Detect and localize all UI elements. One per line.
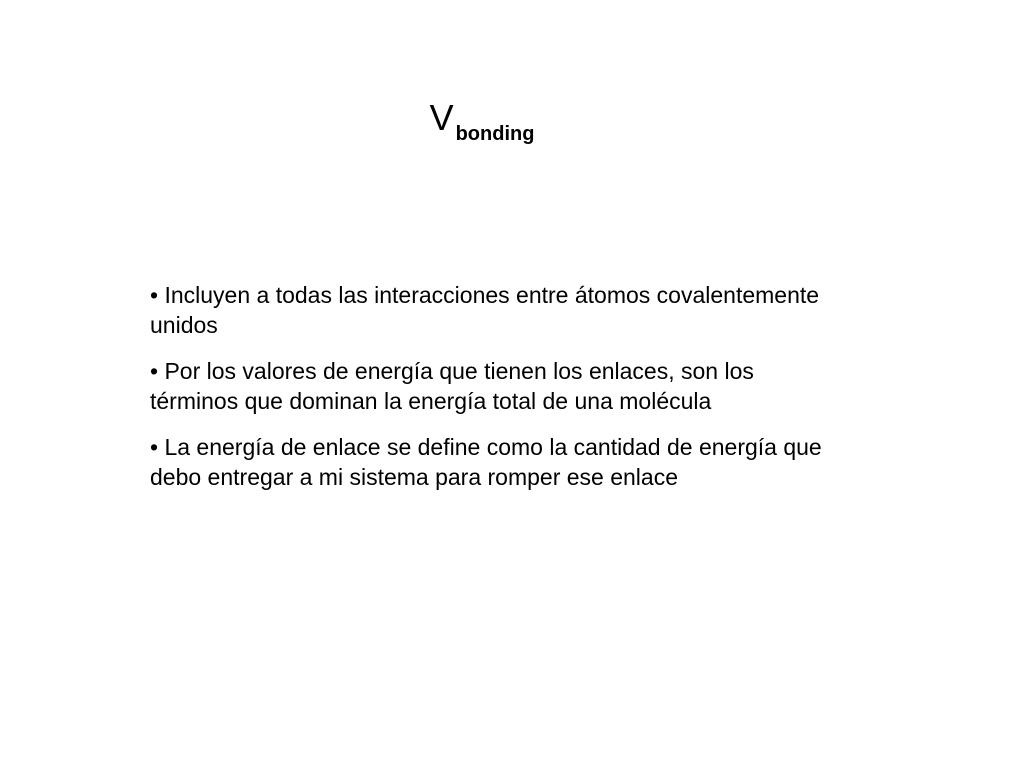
bullet-item: [150, 357, 840, 416]
slide-title: [0, 96, 1024, 156]
slide-title-main: V: [429, 97, 454, 138]
bullet-symbol: •: [150, 434, 159, 460]
bullet-symbol: •: [150, 282, 159, 308]
bullet-text: Incluyen a todas las interacciones entre átomos covalentemente unidos: [150, 282, 820, 338]
bullet-text: Por los valores de energía que tienen los enlaces, son los términos que dominan la energía total de una molécula: [150, 358, 754, 414]
bullet-list: [150, 281, 840, 509]
bullet-item: [150, 281, 840, 340]
slide-title-subscript: bonding: [455, 123, 535, 145]
bullet-item: [150, 433, 840, 492]
bullet-symbol: •: [150, 358, 159, 384]
bullet-text: La energía de enlace se define como la cantidad de energía que debo entregar a mi sistema para romper ese enlace: [150, 434, 822, 490]
